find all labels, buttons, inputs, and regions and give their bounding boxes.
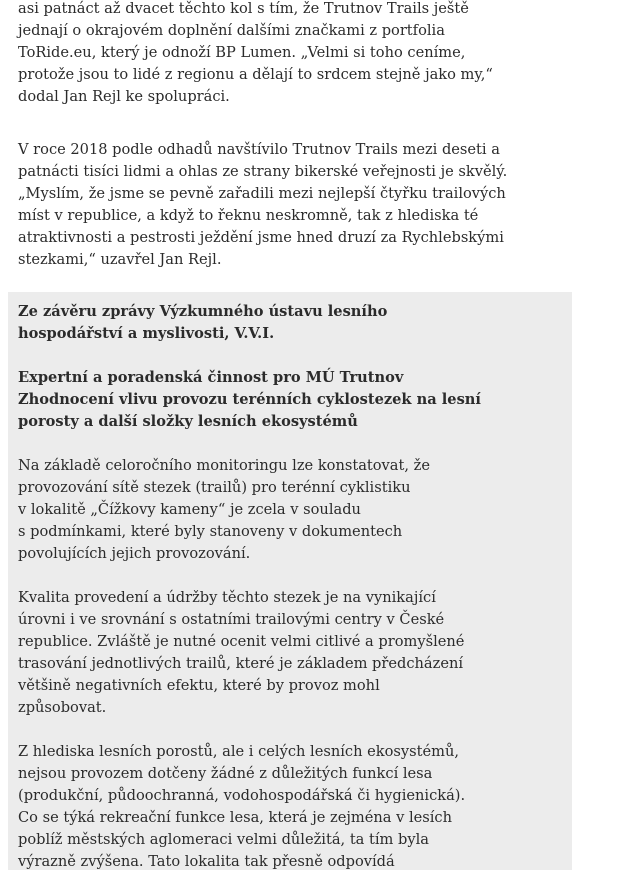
- report-paragraph: [18, 455, 518, 565]
- text-line: atraktivnosti a pestrosti ježdění jsme hned druzí za Rychlebskými: [18, 229, 504, 246]
- report-paragraph: [18, 741, 518, 870]
- report-title: [18, 301, 518, 345]
- text-line: nejsou provozem dotčeny žádné z důležitých funkcí lesa: [18, 765, 433, 782]
- report-quote-box: [8, 292, 572, 870]
- text-line: protože jsou to lidé z regionu a dělají to srdcem stejně jako my,“: [18, 66, 493, 83]
- text-line: V roce 2018 podle odhadů navštívilo Trutnov Trails mezi deseti a: [18, 141, 500, 158]
- text-line: s podmínkami, které byly stanoveny v dokumentech: [18, 523, 403, 540]
- text-line: způsobovat.: [18, 699, 107, 716]
- text-line: republice. Zvláště je nutné ocenit velmi citlivé a promyšlené: [18, 633, 465, 650]
- text-line: povolujících jejich provozování.: [18, 545, 251, 562]
- report-subtitle: [18, 367, 518, 433]
- text-line: v lokalitě „Čížkovy kameny“ je zcela v souladu: [18, 501, 361, 518]
- text-line: patnácti tisíci lidmi a ohlas ze strany bikerské veřejnosti je skvělý.: [18, 163, 508, 180]
- text-line: většině negativních efektu, které by provoz mohl: [18, 677, 380, 694]
- article-paragraph: [18, 139, 518, 271]
- text-line: Expertní a poradenská činnost pro MÚ Trutnov: [18, 369, 404, 386]
- report-paragraph: [18, 587, 518, 719]
- text-line: Na základě celoročního monitoringu lze konstatovat, že: [18, 457, 430, 474]
- text-line: Co se týká rekreační funkce lesa, která je zejména v lesích: [18, 809, 453, 826]
- article-paragraph: [18, 0, 518, 108]
- text-line: Zhodnocení vlivu provozu terénních cyklostezek na lesní: [18, 391, 481, 408]
- text-line: Ze závěru zprávy Výzkumného ústavu lesního: [18, 303, 388, 320]
- text-line: stezkami,“ uzavřel Jan Rejl.: [18, 251, 222, 268]
- text-line: dodal Jan Rejl ke spolupráci.: [18, 88, 230, 105]
- text-line: porosty a další složky lesních ekosystémů: [18, 413, 358, 430]
- text-line: jednají o okrajovém doplnění dalšími značkami z portfolia: [18, 22, 445, 39]
- text-line: trasování jednotlivých trailů, které je základem předcházení: [18, 655, 464, 672]
- text-line: (produkční, půdoochranná, vodohospodářská či hygienická).: [18, 787, 466, 804]
- text-line: provozování sítě stezek (trailů) pro terénní cyklistiku: [18, 479, 411, 496]
- text-line: „Myslím, že jsme se pevně zařadili mezi nejlepší čtyřku trailových: [18, 185, 506, 202]
- text-line: míst v republice, a když to řeknu neskromně, tak z hlediska té: [18, 207, 479, 224]
- text-line: poblíž městských aglomeraci velmi důležitá, ta tím byla: [18, 831, 429, 848]
- text-line: Z hlediska lesních porostů, ale i celých lesních ekosystémů,: [18, 743, 459, 760]
- text-line: ToRide.eu, který je odnoží BP Lumen. „Velmi si toho ceníme,: [18, 44, 466, 61]
- text-line: Kvalita provedení a údržby těchto stezek je na vynikající: [18, 589, 436, 606]
- text-line: hospodářství a myslivosti, V.V.I.: [18, 325, 275, 342]
- text-line: výrazně zvýšena. Tato lokalita tak přesně odpovídá: [18, 853, 395, 870]
- text-line: asi patnáct až dvacet těchto kol s tím, že Trutnov Trails ještě: [18, 0, 469, 17]
- text-line: úrovni i ve srovnání s ostatními trailovými centry v České: [18, 611, 445, 628]
